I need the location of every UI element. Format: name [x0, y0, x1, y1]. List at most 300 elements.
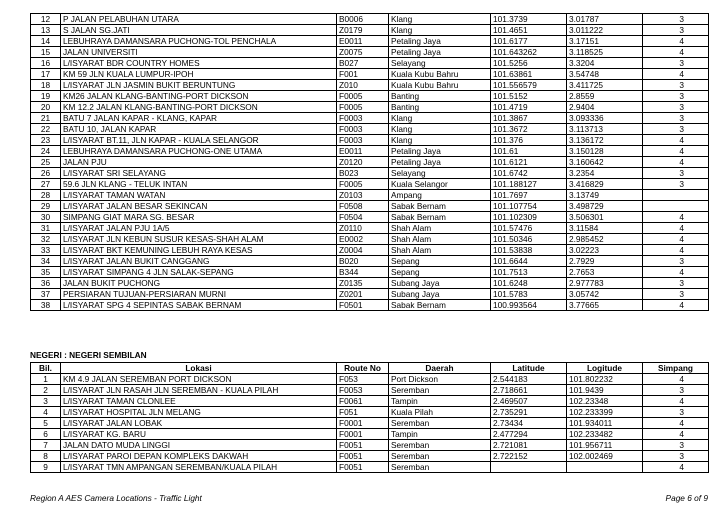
cell-bil: 20: [31, 102, 61, 113]
footer-page-number: Page 6 of 9: [665, 493, 708, 503]
cell-bil: 13: [31, 25, 61, 36]
cell-simpang: 3: [643, 25, 709, 36]
cell-daerah: Petaling Jaya: [389, 157, 491, 168]
cell-route-no: Z0103: [337, 190, 389, 201]
cell-longitude: 3.01787: [567, 14, 643, 25]
cell-latitude: 2.469507: [491, 396, 567, 407]
cell-route-no: Z0120: [337, 157, 389, 168]
cell-simpang: 3: [643, 451, 709, 462]
cell-simpang: 3: [643, 113, 709, 124]
cell-bil: 37: [31, 289, 61, 300]
cell-lokasi: 59.6 JLN KLANG - TELUK INTAN: [61, 179, 337, 190]
cell-lokasi: JALAN PJU: [61, 157, 337, 168]
cell-simpang: 4: [643, 429, 709, 440]
cell-latitude: 101.5783: [491, 289, 567, 300]
cell-bil: 8: [31, 451, 61, 462]
cell-route-no: B020: [337, 256, 389, 267]
cell-lokasi: L/ISYARAT TMN AMPANGAN SEREMBAN/KUALA PILAH: [61, 462, 337, 473]
cell-lokasi: L/ISYARAT JALAN PJU 1A/5: [61, 223, 337, 234]
cell-lokasi: L/ISYARAT SIMPANG 4 JLN SALAK-SEPANG: [61, 267, 337, 278]
cell-bil: 7: [31, 440, 61, 451]
cell-daerah: Tampin: [389, 429, 491, 440]
table-row: [31, 440, 709, 451]
cell-latitude: 101.107754: [491, 201, 567, 212]
cell-daerah: Petaling Jaya: [389, 146, 491, 157]
cell-simpang: 4: [643, 234, 709, 245]
table-row: [31, 267, 709, 278]
cell-latitude: 101.5256: [491, 58, 567, 69]
cell-simpang: 3: [643, 385, 709, 396]
cell-bil: 6: [31, 429, 61, 440]
cell-lokasi: L/ISYARAT JLN JASMIN BUKIT BERUNTUNG: [61, 80, 337, 91]
footer-document-title: Region A AES Camera Locations - Traffic Light: [30, 493, 202, 503]
cell-simpang: 4: [643, 396, 709, 407]
cell-latitude: 101.376: [491, 135, 567, 146]
cell-bil: 4: [31, 407, 61, 418]
cell-lokasi: KM 12.2 JALAN KLANG-BANTING-PORT DICKSON: [61, 102, 337, 113]
table-row: [31, 451, 709, 462]
cell-simpang: 3: [643, 179, 709, 190]
table-row: [31, 91, 709, 102]
cell-route-no: F0051: [337, 440, 389, 451]
cell-bil: 3: [31, 396, 61, 407]
cell-bil: 21: [31, 113, 61, 124]
cell-route-no: E0011: [337, 36, 389, 47]
cell-simpang: 4: [643, 418, 709, 429]
cell-lokasi: L/ISYARAT BKT KEMUNING LEBUH RAYA KESAS: [61, 245, 337, 256]
section-title: NEGERI : NEGERI SEMBILAN: [30, 350, 147, 360]
cell-lokasi: L/ISYARAT KG. BARU: [61, 429, 337, 440]
table-row: [31, 47, 709, 58]
table-row: [31, 201, 709, 212]
table-row: [31, 135, 709, 146]
cell-daerah: Shah Alam: [389, 245, 491, 256]
cell-longitude: 3.093336: [567, 113, 643, 124]
cell-longitude: 3.411725: [567, 80, 643, 91]
cell-bil: 31: [31, 223, 61, 234]
cell-lokasi: LEBUHRAYA DAMANSARA PUCHONG-ONE UTAMA: [61, 146, 337, 157]
cell-lokasi: LEBUHRAYA DAMANSARA PUCHONG-TOL PENCHALA: [61, 36, 337, 47]
cell-simpang: 3: [643, 14, 709, 25]
table-row: [31, 234, 709, 245]
cell-latitude: 2.721081: [491, 440, 567, 451]
cell-latitude: 2.477294: [491, 429, 567, 440]
table-row: [31, 36, 709, 47]
cell-daerah: Tampin: [389, 396, 491, 407]
cell-lokasi: JALAN UNIVERSITI: [61, 47, 337, 58]
table-row: [31, 245, 709, 256]
table-row: [31, 80, 709, 91]
cell-bil: 15: [31, 47, 61, 58]
cell-bil: 30: [31, 212, 61, 223]
cell-simpang: 4: [643, 69, 709, 80]
cell-bil: 12: [31, 14, 61, 25]
cell-route-no: F0001: [337, 418, 389, 429]
cell-daerah: Kuala Pilah: [389, 407, 491, 418]
cell-longitude: 3.506301: [567, 212, 643, 223]
cell-bil: 25: [31, 157, 61, 168]
cell-longitude: 3.150128: [567, 146, 643, 157]
cell-latitude: 2.73434: [491, 418, 567, 429]
negeri-sembilan-locations-table: [30, 362, 709, 473]
cell-longitude: 2.8559: [567, 91, 643, 102]
cell-simpang: 3: [643, 289, 709, 300]
cell-bil: 27: [31, 179, 61, 190]
cell-bil: 19: [31, 91, 61, 102]
table-row: [31, 124, 709, 135]
cell-simpang: 3: [643, 91, 709, 102]
cell-daerah: Klang: [389, 113, 491, 124]
cell-longitude: 2.9404: [567, 102, 643, 113]
cell-route-no: F0053: [337, 385, 389, 396]
table-row: [31, 289, 709, 300]
header-route-no: Route No: [337, 363, 389, 374]
cell-longitude: 3.498729: [567, 201, 643, 212]
cell-latitude: 101.3672: [491, 124, 567, 135]
table-row: [31, 58, 709, 69]
cell-route-no: B0006: [337, 14, 389, 25]
cell-latitude: 101.556579: [491, 80, 567, 91]
cell-simpang: 3: [643, 58, 709, 69]
header-logitude: Logitude: [567, 363, 643, 374]
cell-route-no: F0504: [337, 212, 389, 223]
cell-lokasi: L/ISYARAT TAMAN WATAN: [61, 190, 337, 201]
cell-route-no: Z010: [337, 80, 389, 91]
cell-daerah: Kuala Selangor: [389, 179, 491, 190]
cell-lokasi: L/ISYARAT BDR COUNTRY HOMES: [61, 58, 337, 69]
cell-longitude: 101.934011: [567, 418, 643, 429]
cell-route-no: F0003: [337, 124, 389, 135]
cell-daerah: Sabak Bernam: [389, 300, 491, 311]
cell-latitude: 101.7513: [491, 267, 567, 278]
cell-lokasi: BATU 10, JALAN KAPAR: [61, 124, 337, 135]
cell-longitude: [567, 462, 643, 473]
cell-latitude: 101.3739: [491, 14, 567, 25]
cell-latitude: 101.63861: [491, 69, 567, 80]
header-latitude: Latitude: [491, 363, 567, 374]
cell-lokasi: PERSIARAN TUJUAN-PERSIARAN MURNI: [61, 289, 337, 300]
cell-latitude: 101.53838: [491, 245, 567, 256]
cell-latitude: 101.7697: [491, 190, 567, 201]
cell-bil: 23: [31, 135, 61, 146]
table-row: [31, 223, 709, 234]
cell-longitude: 3.011222: [567, 25, 643, 36]
cell-longitude: 3.118525: [567, 47, 643, 58]
cell-bil: 16: [31, 58, 61, 69]
cell-longitude: 102.23348: [567, 396, 643, 407]
cell-latitude: 101.102309: [491, 212, 567, 223]
cell-latitude: 101.6742: [491, 168, 567, 179]
table-row: [31, 14, 709, 25]
cell-daerah: Seremban: [389, 462, 491, 473]
cell-daerah: Shah Alam: [389, 234, 491, 245]
cell-lokasi: JALAN DATO MUDA LINGGI: [61, 440, 337, 451]
cell-simpang: [643, 201, 709, 212]
cell-daerah: Seremban: [389, 418, 491, 429]
cell-simpang: 4: [643, 157, 709, 168]
cell-longitude: 101.802232: [567, 374, 643, 385]
table-row: [31, 102, 709, 113]
cell-daerah: Port Dickson: [389, 374, 491, 385]
header-daerah: Daerah: [389, 363, 491, 374]
cell-lokasi: JALAN BUKIT PUCHONG: [61, 278, 337, 289]
cell-simpang: 4: [643, 135, 709, 146]
table-header-row: [31, 363, 709, 374]
cell-latitude: 2.722152: [491, 451, 567, 462]
cell-simpang: 3: [643, 440, 709, 451]
cell-latitude: 101.5152: [491, 91, 567, 102]
cell-lokasi: BATU 7 JALAN KAPAR - KLANG, KAPAR: [61, 113, 337, 124]
cell-daerah: Subang Jaya: [389, 289, 491, 300]
table-row: [31, 462, 709, 473]
cell-daerah: Petaling Jaya: [389, 47, 491, 58]
cell-simpang: 4: [643, 47, 709, 58]
cell-route-no: B023: [337, 168, 389, 179]
cell-longitude: 2.7653: [567, 267, 643, 278]
cell-lokasi: L/ISYARAT PAROI DEPAN KOMPLEKS DAKWAH: [61, 451, 337, 462]
cell-lokasi: L/ISYARAT JLN RASAH JLN SEREMBAN - KUALA PILAH: [61, 385, 337, 396]
cell-latitude: 101.643262: [491, 47, 567, 58]
cell-bil: 9: [31, 462, 61, 473]
cell-route-no: F0005: [337, 91, 389, 102]
cell-bil: 17: [31, 69, 61, 80]
cell-daerah: Kuala Kubu Bahru: [389, 80, 491, 91]
cell-daerah: Klang: [389, 124, 491, 135]
cell-daerah: Sabak Bernam: [389, 212, 491, 223]
cell-latitude: 101.3867: [491, 113, 567, 124]
cell-daerah: Klang: [389, 135, 491, 146]
table-row: [31, 168, 709, 179]
cell-daerah: Banting: [389, 102, 491, 113]
header-lokasi: Lokasi: [61, 363, 337, 374]
table-row: [31, 429, 709, 440]
cell-daerah: Ampang: [389, 190, 491, 201]
table-row: [31, 418, 709, 429]
cell-daerah: Sabak Bernam: [389, 201, 491, 212]
cell-simpang: 4: [643, 300, 709, 311]
cell-lokasi: L/ISYARAT BT.11, JLN KAPAR - KUALA SELANGOR: [61, 135, 337, 146]
table-row: [31, 256, 709, 267]
cell-daerah: Sepang: [389, 256, 491, 267]
cell-longitude: 3.11584: [567, 223, 643, 234]
cell-latitude: 101.4719: [491, 102, 567, 113]
cell-latitude: 101.6644: [491, 256, 567, 267]
cell-latitude: 101.6121: [491, 157, 567, 168]
cell-simpang: 4: [643, 462, 709, 473]
table-row: [31, 157, 709, 168]
cell-bil: 35: [31, 267, 61, 278]
cell-route-no: B027: [337, 58, 389, 69]
cell-daerah: Banting: [389, 91, 491, 102]
cell-longitude: 3.77665: [567, 300, 643, 311]
cell-longitude: 3.02223: [567, 245, 643, 256]
cell-longitude: 2.985452: [567, 234, 643, 245]
cell-longitude: 102.002469: [567, 451, 643, 462]
cell-bil: 1: [31, 374, 61, 385]
cell-route-no: F0001: [337, 429, 389, 440]
cell-latitude: 101.6248: [491, 278, 567, 289]
cell-longitude: 3.160642: [567, 157, 643, 168]
cell-bil: 26: [31, 168, 61, 179]
cell-bil: 38: [31, 300, 61, 311]
cell-daerah: Seremban: [389, 440, 491, 451]
cell-route-no: F001: [337, 69, 389, 80]
cell-bil: 34: [31, 256, 61, 267]
cell-route-no: F0501: [337, 300, 389, 311]
cell-route-no: F0005: [337, 179, 389, 190]
table-row: [31, 179, 709, 190]
cell-simpang: 4: [643, 374, 709, 385]
cell-bil: 36: [31, 278, 61, 289]
cell-daerah: Seremban: [389, 385, 491, 396]
cell-longitude: 3.3204: [567, 58, 643, 69]
cell-route-no: F0051: [337, 462, 389, 473]
cell-lokasi: L/ISYARAT JALAN LOBAK: [61, 418, 337, 429]
cell-simpang: 4: [643, 146, 709, 157]
cell-route-no: F0508: [337, 201, 389, 212]
cell-route-no: Z0004: [337, 245, 389, 256]
cell-latitude: 101.50346: [491, 234, 567, 245]
table-row: [31, 25, 709, 36]
cell-latitude: 101.4651: [491, 25, 567, 36]
cell-simpang: 3: [643, 80, 709, 91]
cell-daerah: Shah Alam: [389, 223, 491, 234]
cell-latitude: 100.993564: [491, 300, 567, 311]
cell-route-no: F051: [337, 407, 389, 418]
cell-route-no: F0051: [337, 451, 389, 462]
cell-route-no: Z0201: [337, 289, 389, 300]
cell-longitude: 3.05742: [567, 289, 643, 300]
cell-longitude: 3.2354: [567, 168, 643, 179]
cell-route-no: F0003: [337, 135, 389, 146]
cell-daerah: Petaling Jaya: [389, 36, 491, 47]
cell-route-no: F0061: [337, 396, 389, 407]
cell-simpang: 4: [643, 212, 709, 223]
cell-bil: 14: [31, 36, 61, 47]
table-row: [31, 396, 709, 407]
cell-longitude: 102.233399: [567, 407, 643, 418]
cell-route-no: F0003: [337, 113, 389, 124]
cell-lokasi: L/ISYARAT SPG 4 SEPINTAS SABAK BERNAM: [61, 300, 337, 311]
cell-bil: 24: [31, 146, 61, 157]
cell-latitude: 2.735291: [491, 407, 567, 418]
cell-bil: 2: [31, 385, 61, 396]
cell-longitude: 2.977783: [567, 278, 643, 289]
header-simpang: Simpang: [643, 363, 709, 374]
cell-route-no: Z0075: [337, 47, 389, 58]
cell-longitude: 3.13749: [567, 190, 643, 201]
cell-route-no: F0005: [337, 102, 389, 113]
cell-lokasi: L/ISYARAT JALAN BUKIT CANGGANG: [61, 256, 337, 267]
cell-latitude: 101.188127: [491, 179, 567, 190]
cell-simpang: 3: [643, 256, 709, 267]
cell-bil: 18: [31, 80, 61, 91]
cell-route-no: F053: [337, 374, 389, 385]
cell-route-no: E0011: [337, 146, 389, 157]
cell-longitude: 101.9439: [567, 385, 643, 396]
table-row: [31, 385, 709, 396]
cell-simpang: 3: [643, 124, 709, 135]
cell-bil: 33: [31, 245, 61, 256]
cell-simpang: 3: [643, 102, 709, 113]
cell-latitude: 2.718661: [491, 385, 567, 396]
cell-latitude: 2.544183: [491, 374, 567, 385]
cell-latitude: [491, 462, 567, 473]
cell-daerah: Kuala Kubu Bahru: [389, 69, 491, 80]
cell-simpang: 4: [643, 245, 709, 256]
cell-daerah: Selayang: [389, 168, 491, 179]
table-row: [31, 300, 709, 311]
cell-bil: 5: [31, 418, 61, 429]
cell-lokasi: KM 59 JLN KUALA LUMPUR-IPOH: [61, 69, 337, 80]
cell-bil: 28: [31, 190, 61, 201]
cell-longitude: 3.136172: [567, 135, 643, 146]
cell-longitude: 3.416829: [567, 179, 643, 190]
cell-lokasi: L/ISYARAT SRI SELAYANG: [61, 168, 337, 179]
cell-longitude: 3.54748: [567, 69, 643, 80]
cell-route-no: Z0110: [337, 223, 389, 234]
cell-simpang: 4: [643, 267, 709, 278]
selangor-locations-table: [30, 13, 709, 311]
table-row: [31, 278, 709, 289]
cell-lokasi: L/ISYARAT HOSPITAL JLN MELANG: [61, 407, 337, 418]
cell-lokasi: L/ISYARAT JALAN BESAR SEKINCAN: [61, 201, 337, 212]
cell-bil: 32: [31, 234, 61, 245]
cell-route-no: B344: [337, 267, 389, 278]
cell-bil: 29: [31, 201, 61, 212]
cell-route-no: Z0135: [337, 278, 389, 289]
table-row: [31, 146, 709, 157]
table-row: [31, 212, 709, 223]
cell-lokasi: L/ISYARAT TAMAN CLONLEE: [61, 396, 337, 407]
table-row: [31, 113, 709, 124]
cell-latitude: 101.6177: [491, 36, 567, 47]
cell-lokasi: S JALAN SG.JATI: [61, 25, 337, 36]
cell-daerah: Seremban: [389, 451, 491, 462]
cell-latitude: 101.57476: [491, 223, 567, 234]
cell-longitude: 3.113713: [567, 124, 643, 135]
cell-lokasi: KM 4.9 JALAN SEREMBAN PORT DICKSON: [61, 374, 337, 385]
cell-daerah: Subang Jaya: [389, 278, 491, 289]
cell-route-no: E0002: [337, 234, 389, 245]
cell-simpang: 3: [643, 168, 709, 179]
table-row: [31, 407, 709, 418]
cell-lokasi: SIMPANG GIAT MARA SG. BESAR: [61, 212, 337, 223]
cell-lokasi: P JALAN PELABUHAN UTARA: [61, 14, 337, 25]
cell-daerah: Klang: [389, 25, 491, 36]
cell-daerah: Sepang: [389, 267, 491, 278]
cell-lokasi: L/ISYARAT JLN KEBUN SUSUR KESAS-SHAH ALAM: [61, 234, 337, 245]
header-bil: Bil.: [31, 363, 61, 374]
cell-daerah: Klang: [389, 14, 491, 25]
cell-lokasi: KM26 JALAN KLANG-BANTING-PORT DICKSON: [61, 91, 337, 102]
cell-simpang: 3: [643, 407, 709, 418]
cell-longitude: 2.7929: [567, 256, 643, 267]
cell-latitude: 101.61: [491, 146, 567, 157]
cell-simpang: 4: [643, 223, 709, 234]
cell-simpang: 4: [643, 36, 709, 47]
table-row: [31, 374, 709, 385]
cell-route-no: Z0179: [337, 25, 389, 36]
cell-longitude: 101.956711: [567, 440, 643, 451]
cell-longitude: 3.17151: [567, 36, 643, 47]
table-row: [31, 69, 709, 80]
cell-longitude: 102.233482: [567, 429, 643, 440]
cell-bil: 22: [31, 124, 61, 135]
cell-simpang: 3: [643, 278, 709, 289]
cell-daerah: Selayang: [389, 58, 491, 69]
cell-simpang: [643, 190, 709, 201]
